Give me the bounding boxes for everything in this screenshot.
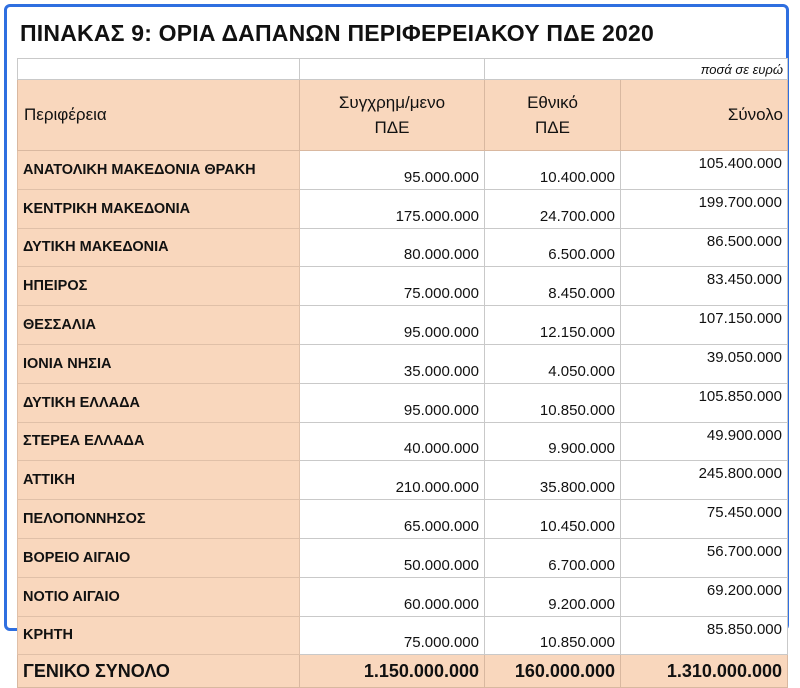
total-cell: 85.850.000 [621,616,788,655]
grand-total-row [18,655,788,688]
table-row [18,151,788,190]
header-cofinanced [300,80,485,151]
region-cell: ΠΕΛΟΠΟΝΝΗΣΟΣ [18,500,300,539]
national-cell: 6.500.000 [485,228,621,267]
national-cell: 8.450.000 [485,267,621,306]
national-cell: 35.800.000 [485,461,621,500]
region-cell: ΗΠΕΙΡΟΣ [18,267,300,306]
cofinanced-cell: 65.000.000 [300,500,485,539]
cofinanced-cell: 50.000.000 [300,538,485,577]
note-cell-empty [300,59,485,80]
table-row [18,383,788,422]
note-cell-empty [18,59,300,80]
national-cell: 24.700.000 [485,189,621,228]
cofinanced-cell: 210.000.000 [300,461,485,500]
grand-total-national: 160.000.000 [485,655,621,688]
region-cell: ΑΝΑΤΟΛΙΚΗ ΜΑΚΕΔΟΝΙΑ ΘΡΑΚΗ [18,151,300,190]
national-cell: 10.850.000 [485,383,621,422]
total-cell: 105.850.000 [621,383,788,422]
region-cell: ΔΥΤΙΚΗ ΜΑΚΕΔΟΝΙΑ [18,228,300,267]
header-cofinanced-line1: Συγχρημ/μενο [338,93,446,112]
region-cell: ΒΟΡΕΙΟ ΑΙΓΑΙΟ [18,538,300,577]
cofinanced-cell: 40.000.000 [300,422,485,461]
header-national-line2: ΠΔΕ [535,118,570,137]
total-cell: 75.450.000 [621,500,788,539]
header-row [18,80,788,151]
table-row [18,500,788,539]
table-row [18,267,788,306]
unit-note: ποσά σε ευρώ [485,59,788,80]
grand-total-cofinanced: 1.150.000.000 [300,655,485,688]
table-row [18,189,788,228]
national-cell: 9.200.000 [485,577,621,616]
total-cell: 245.800.000 [621,461,788,500]
table-row [18,306,788,345]
total-cell: 86.500.000 [621,228,788,267]
cofinanced-cell: 75.000.000 [300,616,485,655]
total-cell: 39.050.000 [621,344,788,383]
total-cell: 199.700.000 [621,189,788,228]
budget-table [17,58,788,688]
cofinanced-cell: 75.000.000 [300,267,485,306]
total-cell: 105.400.000 [621,151,788,190]
national-cell: 6.700.000 [485,538,621,577]
header-total: Σύνολο [621,80,788,151]
grand-total-label: ΓΕΝΙΚΟ ΣΥΝΟΛΟ [18,655,300,688]
table-row [18,538,788,577]
region-cell: ΑΤΤΙΚΗ [18,461,300,500]
table-row [18,422,788,461]
cofinanced-cell: 95.000.000 [300,383,485,422]
table-row [18,228,788,267]
cofinanced-cell: 95.000.000 [300,306,485,345]
total-cell: 56.700.000 [621,538,788,577]
region-cell: ΚΕΝΤΡΙΚΗ ΜΑΚΕΔΟΝΙΑ [18,189,300,228]
cofinanced-cell: 35.000.000 [300,344,485,383]
cofinanced-cell: 95.000.000 [300,151,485,190]
total-cell: 83.450.000 [621,267,788,306]
region-cell: ΘΕΣΣΑΛΙΑ [18,306,300,345]
region-cell: ΙΟΝΙΑ ΝΗΣΙΑ [18,344,300,383]
grand-total-total: 1.310.000.000 [621,655,788,688]
cofinanced-cell: 60.000.000 [300,577,485,616]
region-cell: ΔΥΤΙΚΗ ΕΛΛΑΔΑ [18,383,300,422]
header-national [485,80,621,151]
header-region: Περιφέρεια [18,80,300,151]
cofinanced-cell: 175.000.000 [300,189,485,228]
national-cell: 10.400.000 [485,151,621,190]
total-cell: 49.900.000 [621,422,788,461]
header-national-line1: Εθνικό [527,93,578,112]
table-row [18,461,788,500]
table-row [18,616,788,655]
national-cell: 10.450.000 [485,500,621,539]
national-cell: 10.850.000 [485,616,621,655]
region-cell: ΝΟΤΙΟ ΑΙΓΑΙΟ [18,577,300,616]
region-cell: ΚΡΗΤΗ [18,616,300,655]
total-cell: 107.150.000 [621,306,788,345]
table-row [18,577,788,616]
table-title: ΠΙΝΑΚΑΣ 9: ΟΡΙΑ ΔΑΠΑΝΩΝ ΠΕΡΙΦΕΡΕΙΑΚΟΥ ΠΔΕ 2020 [20,20,655,46]
national-cell: 12.150.000 [485,306,621,345]
national-cell: 9.900.000 [485,422,621,461]
unit-note-row [18,59,788,80]
total-cell: 69.200.000 [621,577,788,616]
cofinanced-cell: 80.000.000 [300,228,485,267]
table-row [18,344,788,383]
header-cofinanced-line2: ΠΔΕ [374,118,410,137]
region-cell: ΣΤΕΡΕΑ ΕΛΛΑΔΑ [18,422,300,461]
national-cell: 4.050.000 [485,344,621,383]
